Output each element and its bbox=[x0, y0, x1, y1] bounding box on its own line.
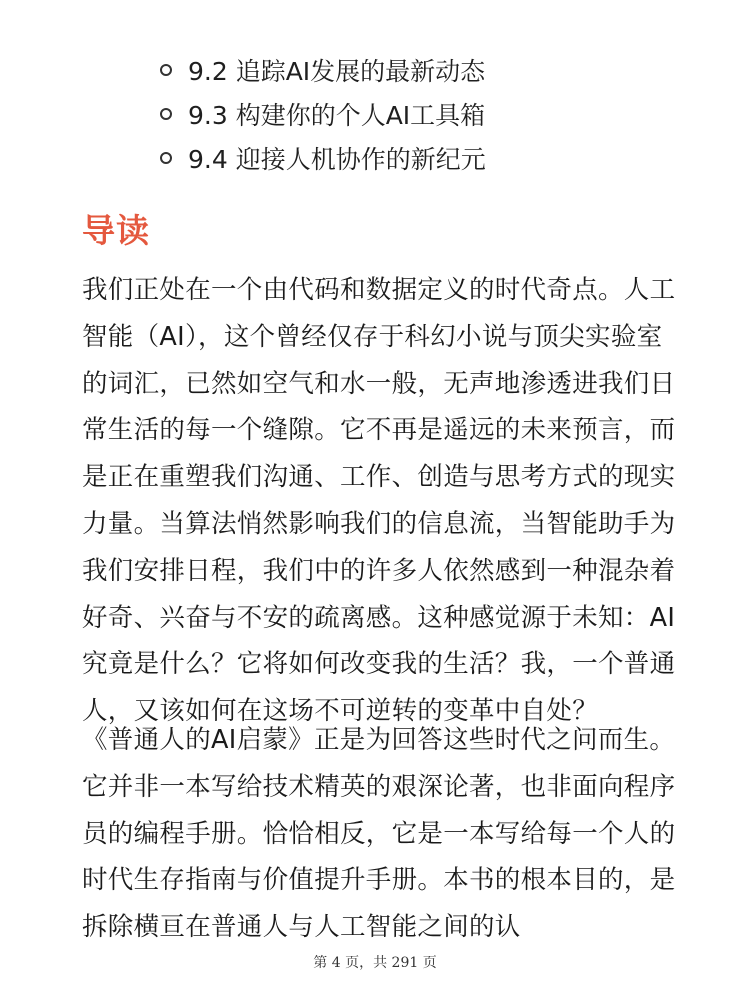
toc-item-label: 9.3 构建你的个人AI工具箱 bbox=[188, 101, 486, 130]
toc-item-label: 9.2 追踪AI发展的最新动态 bbox=[188, 57, 486, 86]
circle-bullet-icon bbox=[160, 64, 172, 76]
section-heading: 导读 bbox=[82, 211, 150, 250]
page-number: 第 4 页，共 291 页 bbox=[313, 955, 437, 971]
toc-item[interactable] bbox=[160, 48, 486, 92]
toc-item[interactable] bbox=[160, 92, 486, 136]
toc-item[interactable] bbox=[160, 136, 486, 180]
toc-list bbox=[160, 48, 486, 180]
circle-bullet-icon bbox=[160, 108, 172, 120]
circle-bullet-icon bbox=[160, 152, 172, 164]
body-paragraph: 《普通人的AI启蒙》正是为回答这些时代之问而生。它并非一本写给技术精英的艰深论著，也非面向程序员的编程手册。恰恰相反，它是一本写给每一个人的时代生存指南与价值提升手册。本书的根本目的，是拆除横亘在普通人与人工智能之间的认 bbox=[82, 725, 676, 943]
toc-item-label: 9.4 迎接人机协作的新纪元 bbox=[188, 145, 486, 174]
body-paragraph: 我们正处在一个由代码和数据定义的时代奇点。人工智能（AI），这个曾经仅存于科幻小说与顶尖实验室的词汇，已然如空气和水一般，无声地渗透进我们日常生活的每一个缝隙。它不再是遥远的未来预言，而是正在重塑我们沟通、工作、创造与思考方式的现实力量。当算法悄然影响我们的信息流，当智能助手为我们安排日程，我们中的许多人依然感到一种混杂着好奇、兴奋与不安的疏离感。这种感觉源于未知：AI究竟是什么？它将如何改变我的生活？我，一个普通人，又该如何在这场不可逆转的变革中自处？ bbox=[82, 275, 676, 727]
